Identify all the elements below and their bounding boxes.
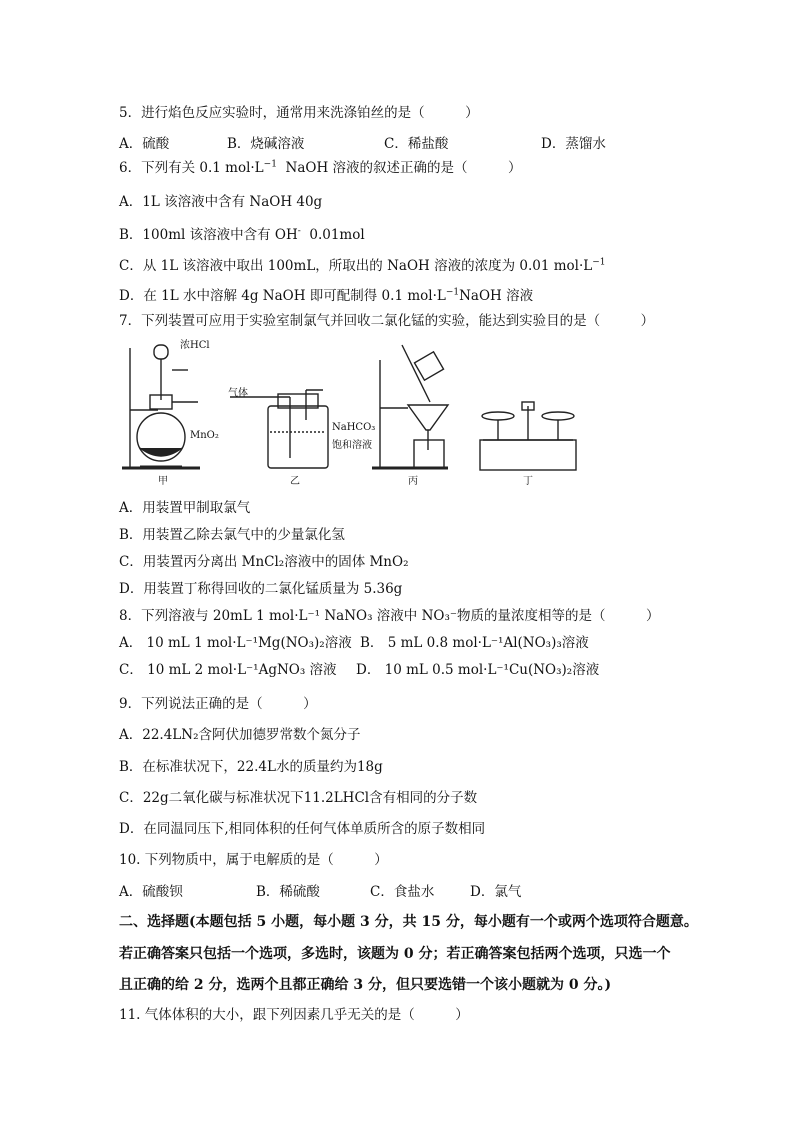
q7-apparatus-figure [118, 340, 578, 487]
q8-option-a: A． 10 mL 1 mol·L⁻¹Mg(NO₃)₂溶液 [119, 635, 352, 651]
q11-stem: 11. 气体体积的大小，跟下列因素几乎无关的是（ ） [119, 1007, 469, 1023]
bing-funnel [408, 405, 448, 430]
q6-stem: 6．下列有关 0.1 $mol\cdot L^{-1}$ NaOH 溶液的叙述正确的是（ ） [119, 159, 522, 176]
label-gas: 气体 [228, 388, 248, 399]
q8-option-c: C． 10 mL 2 mol·L⁻¹AgNO₃ 溶液 [119, 662, 337, 678]
q7-option-a: A．用装置甲制取氯气 [119, 500, 251, 516]
q5-stem: 5．进行焰色反应实验时，通常用来洗涤铂丝的是（ ） [119, 105, 479, 121]
q8-option-d: D． 10 mL 0.5 mol·L⁻¹Cu(NO₃)₂溶液 [356, 662, 600, 678]
q7-option-d: D．用装置丁称得回收的二氯化锰质量为 5.36g [119, 581, 403, 597]
q8-option-b: B． 5 mL 0.8 mol·L⁻¹Al(NO₃)₃溶液 [360, 635, 589, 651]
q10-option-d: D．氯气 [470, 884, 522, 900]
q5-option-b: B．烧碱溶液 [227, 136, 305, 152]
ding-base [480, 440, 576, 470]
q5-option-a: A．硫酸 [119, 136, 170, 152]
ding-pan-left [482, 412, 514, 420]
q7-option-c: C．用装置丙分离出 MnCl₂溶液中的固体 MnO₂ [119, 554, 409, 570]
q6-option-c: C．从 1L 该溶液中取出 100mL，所取出的 NaOH 溶液的浓度为 0.01 $mol\cdot L^{-1}$ [119, 257, 606, 274]
label-yi: 乙 [290, 476, 300, 487]
q9-option-c: C．22g二氧化碳与标准状况下11.2LHCl含有相同的分子数 [119, 790, 478, 806]
q10-option-c: C．食盐水 [370, 884, 435, 900]
section2-line2: 若正确答案只包括一个选项，多选时，该题为 0 分；若正确答案包括两个选项，只选一个 [119, 946, 671, 962]
q6-option-d: D．在 1L 水中溶解 4g NaOH 即可配制得 0.1 $mol\cdot L^{-1}NaOH$ 溶液 [119, 287, 534, 304]
label-nahco3: NaHCO₃ [332, 422, 376, 433]
q10-option-b: B．稀硫酸 [256, 884, 320, 900]
jia-funnel-top [154, 345, 168, 359]
q9-option-d: D．在同温同压下,相同体积的任何气体单质所含的原子数相同 [119, 821, 486, 837]
apparatus-drawing [118, 340, 578, 482]
q5-option-c: C．稀盐酸 [384, 136, 449, 152]
q9-option-a: A．22.4LN₂含阿伏加德罗常数个氮分子 [119, 727, 361, 743]
section2-line3: 且正确的给 2 分，选两个且都正确给 3 分，但只要选错一个该小题就为 0 分。) [119, 977, 612, 993]
q8-stem: 8．下列溶液与 20mL 1 mol·L⁻¹ NaNO₃ 溶液中 NO₃⁻物质的量浓度相等的是（ ） [119, 608, 660, 624]
label-mno2: MnO₂ [190, 430, 219, 441]
label-jia: 甲 [158, 476, 168, 487]
q10-stem: 10. 下列物质中，属于电解质的是（ ） [119, 852, 388, 868]
q9-stem: 9．下列说法正确的是（ ） [119, 696, 317, 712]
q7-stem: 7．下列装置可应用于实验室制氯气并回收二氯化锰的实验，能达到实验目的是（ ） [119, 313, 655, 329]
section2-line1: 二、选择题(本题包括 5 小题，每小题 3 分，共 15 分，每小题有一个或两个选项符合题意。 [119, 914, 698, 930]
bing-beaker [414, 440, 444, 468]
label-saturated-solution: 饱和溶液 [332, 440, 372, 451]
q5-option-d: D．蒸馏水 [541, 136, 606, 152]
q10-option-a: A．硫酸钡 [119, 884, 183, 900]
bing-pour-beaker [414, 352, 443, 380]
ding-pan-right [542, 412, 574, 420]
label-ding: 丁 [523, 476, 533, 487]
q6-option-b: B．100ml 该溶液中含有 OH- 0.01mol [119, 226, 365, 243]
label-conc-hcl: 浓HCl [180, 340, 210, 351]
q6-option-a: A．1L 该溶液中含有 NaOH 40g [119, 194, 323, 210]
yi-bottle [268, 406, 328, 468]
q7-option-b: B．用装置乙除去氯气中的少量氯化氢 [119, 527, 345, 543]
label-bing: 丙 [408, 476, 418, 487]
q9-option-b: B．在标准状况下，22.4L水的质量约为18g [119, 759, 383, 775]
